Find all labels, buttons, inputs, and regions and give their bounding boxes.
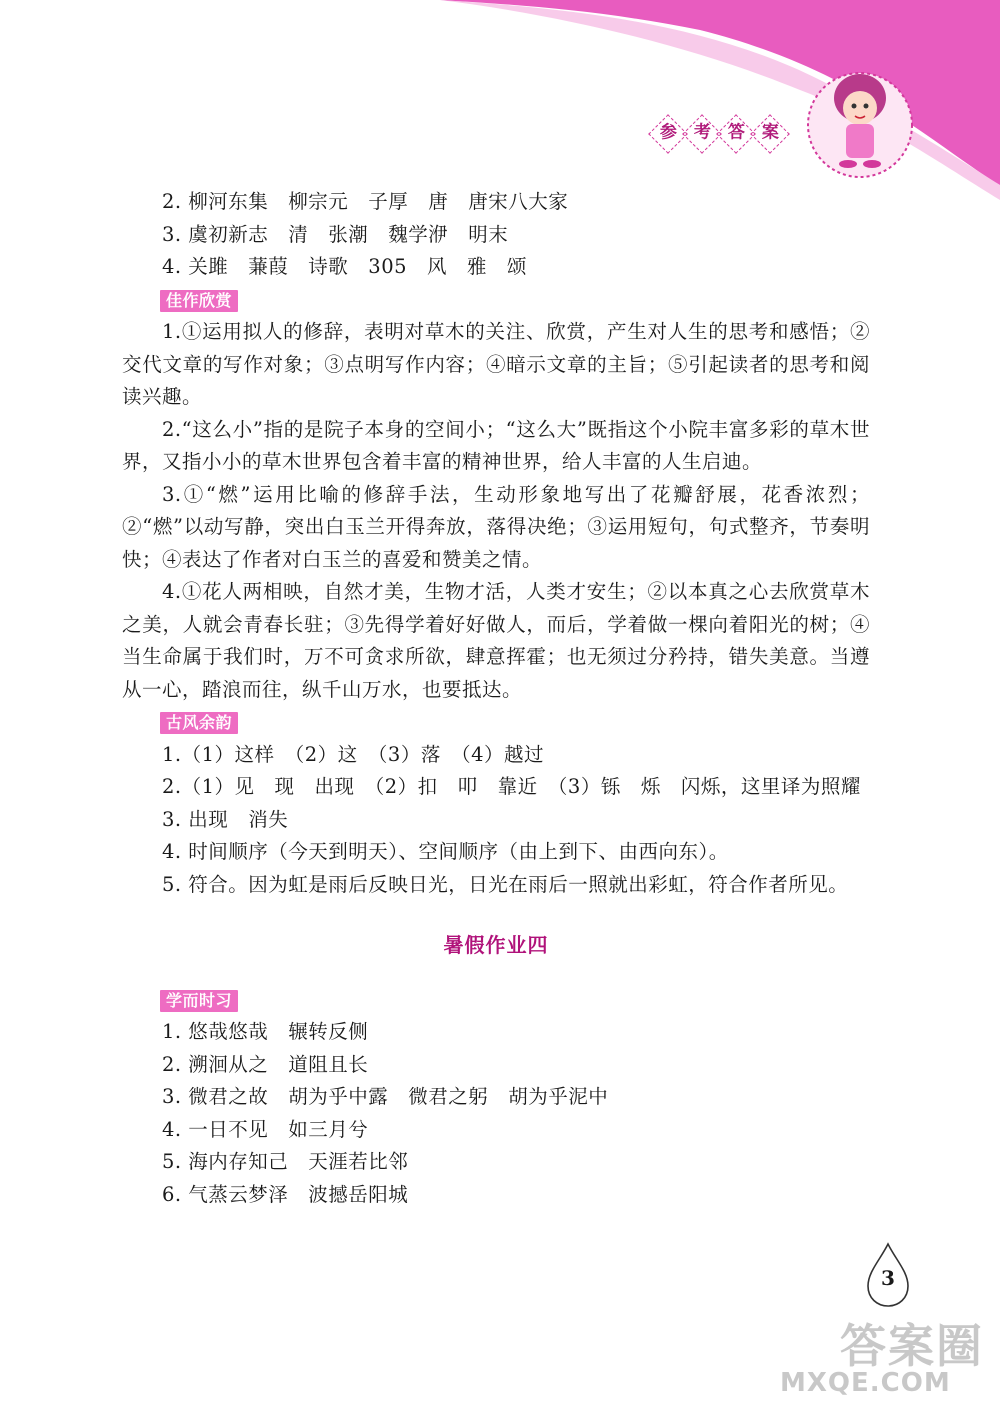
watermark [780, 1310, 990, 1410]
section-tag-xueer: 学而时习 [160, 990, 238, 1012]
answer-line: 4. 一日不见 如三月兮 [162, 1117, 369, 1141]
answer-line: 2. 溯洄从之 道阻且长 [162, 1052, 369, 1076]
header-char: 案 [761, 122, 779, 142]
answer-line: 2. 柳河东集 柳宗元 子厚 唐 唐宋八大家 [162, 190, 569, 213]
answer-content [122, 186, 870, 1211]
answer-paragraph: 5. 符合。因为虹是雨后反映日光，日光在雨后一照就出彩虹，符合作者所见。 [162, 872, 849, 896]
answer-line: 4. 时间顺序（今天到明天）、空间顺序（由上到下、由西向东）。 [162, 840, 729, 863]
section-tag-gufeng: 古风余韵 [160, 712, 238, 734]
section-header-label [652, 118, 784, 146]
answer-line: 1.（1）这样 （2）这 （3）落 （4）越过 [162, 742, 544, 766]
answer-paragraph: 3.①“燃”运用比喻的修辞手法，生动形象地写出了花瓣舒展，花香浓烈；②“燃”以动写静，突出白玉兰开得奔放，落得决绝；③运用短句，句式整齐，节奏明快；④表达了作者对白玉兰的喜爱和赞美之情。 [122, 482, 870, 571]
watermark-bottom: MXQE.COM [780, 1368, 951, 1398]
answer-line: 5. 海内存知己 天涯若比邻 [162, 1150, 409, 1173]
header-char: 答 [727, 122, 745, 142]
header-char: 参 [659, 122, 677, 142]
girl-illustration [808, 73, 912, 177]
answer-line: 6. 气蒸云梦泽 波撼岳阳城 [162, 1182, 409, 1206]
header-char: 考 [693, 122, 711, 142]
page-number [866, 1242, 910, 1308]
assignment-title: 暑假作业四 [443, 933, 549, 957]
answer-paragraph: 2.（1）见 现 出现 （2）扣 叩 靠近 （3）铄 烁 闪烁，这里译为照耀 [162, 775, 861, 798]
watermark-top: 答案圈 [840, 1319, 984, 1373]
answer-paragraph: 1.①运用拟人的修辞，表明对草木的关注、欣赏，产生对人生的思考和感悟；②交代文章的写作对象；③点明写作内容；④暗示文章的主旨；⑤引起读者的思考和阅读兴趣。 [122, 320, 870, 408]
answer-line: 3. 出现 消失 [162, 807, 289, 831]
answer-line: 3. 微君之故 胡为乎中露 微君之躬 胡为乎泥中 [162, 1085, 609, 1108]
answer-line: 1. 悠哉悠哉 辗转反侧 [162, 1020, 369, 1043]
answer-line: 3. 虞初新志 清 张潮 魏学洢 明末 [162, 222, 509, 246]
page-number-text: 3 [881, 1266, 895, 1290]
answer-paragraph: 2.“这么小”指的是院子本身的空间小；“这么大”既指这个小院丰富多彩的草木世界，又指小小的草木世界包含着丰富的精神世界，给人丰富的人生启迪。 [122, 417, 870, 473]
section-tag-jiazuo: 佳作欣赏 [160, 290, 238, 312]
answer-line: 4. 关雎 蒹葭 诗歌 305 风 雅 颂 [162, 255, 528, 278]
answer-paragraph: 4.①花人两相映，自然才美，生物才活，人类才安生；②以本真之心去欣赏草木之美，人就会青春长驻；③先得学着好好做人，而后，学着做一棵向着阳光的树；④当生命属于我们时，万不可贪求所欲，肆意挥霍；也无须过分矜持，错失美意。当遵从一心，踏浪而往，纵千山万水，也要抵达。 [122, 580, 870, 701]
